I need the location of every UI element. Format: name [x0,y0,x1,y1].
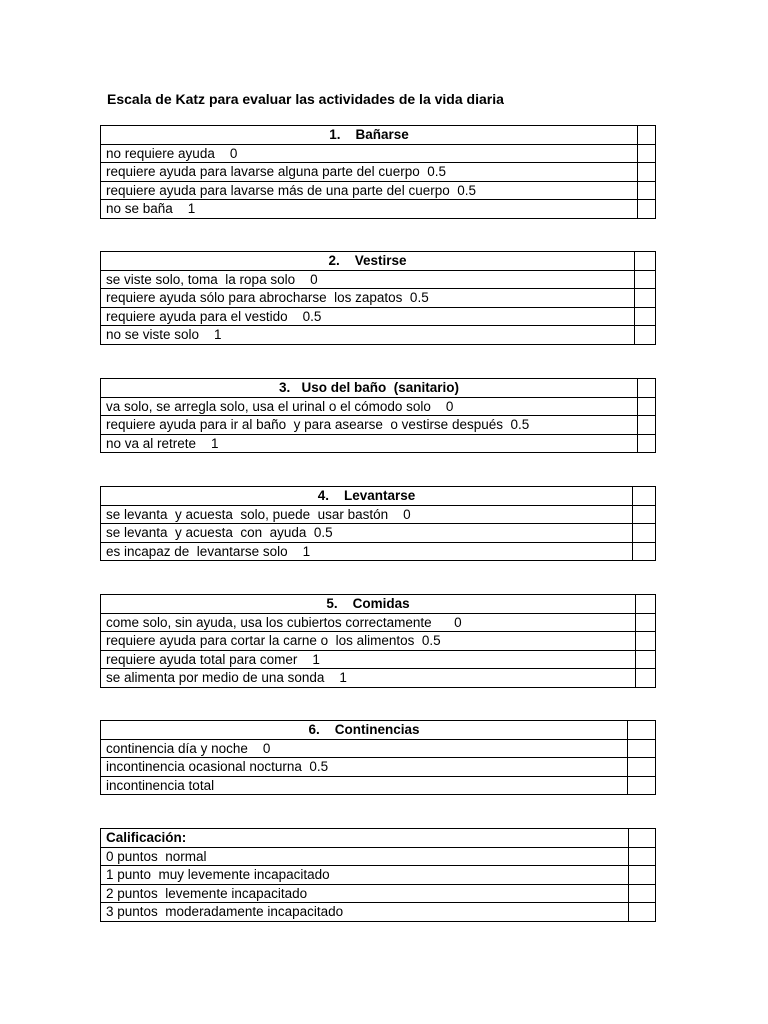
section-heading: 5. Comidas [101,595,636,614]
item-label: come solo, sin ayuda, usa los cubiertos correctamente 0 [101,613,636,632]
score-cell [633,542,656,561]
score-cell [636,613,656,632]
item-label: requiere ayuda para lavarse alguna parte del cuerpo 0.5 [101,163,638,182]
score-cell [638,379,656,398]
section-heading: 2. Vestirse [101,252,635,271]
item-label: requiere ayuda para cortar la carne o los alimentos 0.5 [101,632,636,651]
score-cell [638,434,656,453]
item-label: no requiere ayuda 0 [101,144,638,163]
score-cell [638,144,656,163]
score-cell [636,650,656,669]
item-label: se alimenta por medio de una sonda 1 [101,669,636,688]
score-cell [628,776,656,795]
document-title: Escala de Katz para evaluar las actividades de la vida diaria [107,91,504,107]
score-cell [635,326,656,345]
score-cell [629,829,656,848]
section-table-comidas [100,594,656,688]
section-table-banarse [100,125,656,219]
section-table-calificacion [100,828,656,922]
score-cell [629,866,656,885]
section-heading: 3. Uso del baño (sanitario) [101,379,638,398]
item-label: requiere ayuda para lavarse más de una parte del cuerpo 0.5 [101,181,638,200]
section-heading: Calificación: [101,829,629,848]
item-label: 1 punto muy levemente incapacitado [101,866,629,885]
section-table-uso-del-bano [100,378,656,453]
item-label: se levanta y acuesta con ayuda 0.5 [101,524,633,543]
item-label: 3 puntos moderadamente incapacitado [101,903,629,922]
score-cell [628,739,656,758]
item-label: se levanta y acuesta solo, puede usar bastón 0 [101,505,633,524]
item-label: va solo, se arregla solo, usa el urinal o el cómodo solo 0 [101,397,638,416]
section-heading: 1. Bañarse [101,126,638,145]
item-label: requiere ayuda sólo para abrocharse los zapatos 0.5 [101,289,635,308]
score-cell [636,632,656,651]
score-cell [638,200,656,219]
score-cell [635,270,656,289]
score-cell [638,126,656,145]
section-table-continencias [100,720,656,795]
item-label: 2 puntos levemente incapacitado [101,884,629,903]
score-cell [636,669,656,688]
score-cell [638,181,656,200]
item-label: continencia día y noche 0 [101,739,628,758]
item-label: se viste solo, toma la ropa solo 0 [101,270,635,289]
score-cell [629,884,656,903]
section-table-vestirse [100,251,656,345]
item-label: requiere ayuda total para comer 1 [101,650,636,669]
score-cell [633,505,656,524]
score-cell [638,416,656,435]
item-label: requiere ayuda para ir al baño y para asearse o vestirse después 0.5 [101,416,638,435]
item-label: no va al retrete 1 [101,434,638,453]
score-cell [628,758,656,777]
item-label: incontinencia ocasional nocturna 0.5 [101,758,628,777]
item-label: es incapaz de levantarse solo 1 [101,542,633,561]
section-heading: 4. Levantarse [101,487,633,506]
score-cell [635,252,656,271]
score-cell [629,903,656,922]
score-cell [635,307,656,326]
score-cell [636,595,656,614]
score-cell [638,163,656,182]
score-cell [635,289,656,308]
score-cell [633,487,656,506]
score-cell [638,397,656,416]
section-table-levantarse [100,486,656,561]
item-label: requiere ayuda para el vestido 0.5 [101,307,635,326]
item-label: incontinencia total [101,776,628,795]
score-cell [628,721,656,740]
item-label: 0 puntos normal [101,847,629,866]
item-label: no se baña 1 [101,200,638,219]
section-heading: 6. Continencias [101,721,628,740]
item-label: no se viste solo 1 [101,326,635,345]
score-cell [633,524,656,543]
score-cell [629,847,656,866]
